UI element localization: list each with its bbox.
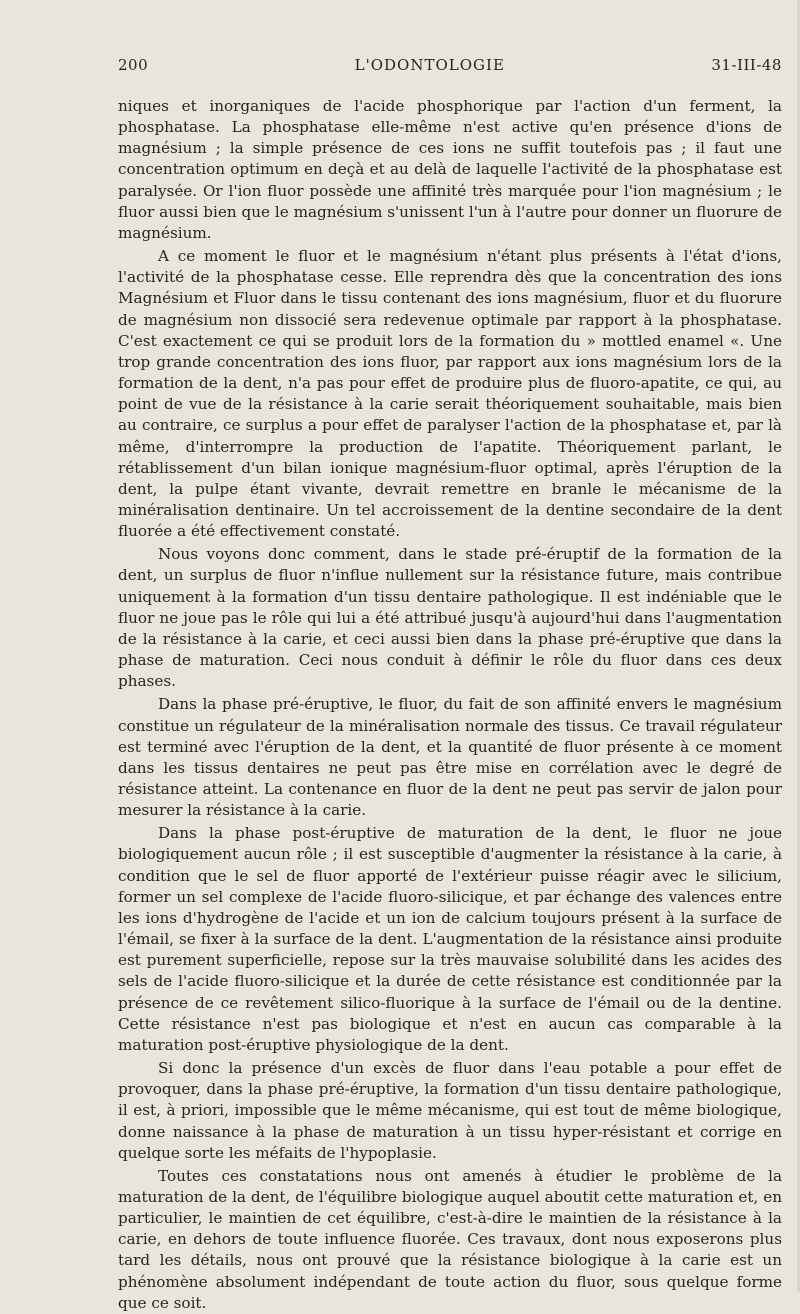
paragraph: Dans la phase post-éruptive de maturation de la dent, le fluor ne joue biologiquement aucun rôle ; il est susceptible d'augmenter la résistance à la carie, à condition que le sel de fluor apporté de l'extérieur puisse réagir avec le silicium, former un sel complexe de l'acide fluoro-silicique, et par échange des valences entre les ions d'hydrogène de l'acide et un ion de calcium toujours présent à la surface de l'émail, se fixer à la surface de la dent. L'augmentation de la résistance ainsi produite est purement superficielle, repose sur la très mauvaise solubilité dans les acides des sels de l'acide fluoro-silicique et la durée de cette résistance est conditionnée par la présence de ce revêtement silico-fluorique à la surface de l'émail ou de la dentine. Cette résistance n'est pas biologique et n'est en aucun cas comparable à la maturation post-éruptive physiologique de la dent. — [118, 824, 782, 1054]
article-body — [118, 96, 782, 1314]
issue-date: 31-III-48 — [711, 56, 782, 74]
paragraph: Dans la phase pré-éruptive, le fluor, du fait de son affinité envers le magnésium constitue un régulateur de la minéralisation normale des tissus. Ce travail régulateur est terminé avec l'éruption de la dent, et la quantité de fluor présente à ce moment dans les tissus dentaires ne peut pas être mise en corrélation avec le degré de résistance atteint. La contenance en fluor de la dent ne peut pas servir de jalon pour mesurer la résistance à la carie. — [118, 695, 782, 820]
paragraph: Si donc la présence d'un excès de fluor dans l'eau potable a pour effet de provoquer, dans la phase pré-éruptive, la formation d'un tissu dentaire pathologique, il est, à priori, impossible que le même mécanisme, qui est tout de même biologique, donne naissance à la phase de maturation à un tissu hyper-résistant et corrige en quelque sorte les méfaits de l'hypoplasie. — [118, 1059, 782, 1162]
paragraph: Toutes ces constatations nous ont amenés à étudier le problème de la maturation de la dent, de l'équilibre biologique auquel aboutit cette maturation et, en particulier, le maintien de cet équilibre, c'est-à-dire le maintien de la résistance à la carie, en dehors de toute influence fluorée. Ces travaux, dont nous exposerons plus tard les détails, nous ont prouvé que la résistance biologique à la carie est un phénomène absolument indépendant de toute action du fluor, sous quelque forme que ce soit. — [118, 1166, 782, 1312]
paragraph: niques et inorganiques de l'acide phosphorique par l'action d'un ferment, la phosphatase. La phosphatase elle-même n'est active qu'en présence d'ions de magnésium ; la simple présence de ces ions ne suffit toutefois pas ; il faut une concentration optimum en deçà et au delà de laquelle l'activité de la phosphatase est paralysée. Or l'ion fluor possède une affinité très marquée pour l'ion magnésium ; le fluor aussi bien que le magnésium s'unissent l'un à l'autre pour donner un fluorure de magnésium. — [118, 97, 782, 242]
running-header — [118, 56, 782, 74]
page-number: 200 — [118, 56, 149, 74]
paragraph: Nous voyons donc comment, dans le stade pré-éruptif de la formation de la dent, un surplus de fluor n'influe nullement sur la résistance future, mais contribue uniquement à la formation d'un tissu dentaire pathologique. Il est indéniable que le fluor ne joue pas le rôle qui lui a été attribué jusqu'à aujourd'hui dans l'augmentation de la résistance à la carie, et ceci aussi bien dans la phase pré-éruptive que dans la phase de maturation. Ceci nous conduit à définir le rôle du fluor dans ces deux phases. — [118, 545, 782, 691]
journal-title: L'ODONTOLOGIE — [354, 56, 505, 74]
paragraph: A ce moment le fluor et le magnésium n'étant plus présents à l'état d'ions, l'activité de la phosphatase cesse. Elle reprendra dès que la concentration des ions Magnésium et Fluor dans le tissu contenant des ions magnésium, fluor et du fluorure de magnésium non dissocié sera redevenue optimale par rapport à la phosphatase. C'est exactement ce qui se produit lors de la formation du » mottled enamel «. Une trop grande concentration des ions fluor, par rapport aux ions magnésium lors de la formation de la dent, n'a pas pour effet de produire plus de fluoro-apatite, ce qui, au point de vue de la résistance à la carie serait théoriquement souhaitable, mais bien au contraire, ce surplus a pour effet de paralyser l'action de la phosphatase et, par là même, d'interrompre la production de l'apatite. Théoriquement parlant, le rétablissement d'un bilan ionique magnésium-fluor optimal, après l'éruption de la dent, la pulpe étant vivante, devrait remettre en branle le mécanisme de la minéralisation dentinaire. Un tel accroissement de la dentine secondaire de la dent fluorée a été effectivement constaté. — [118, 247, 782, 541]
